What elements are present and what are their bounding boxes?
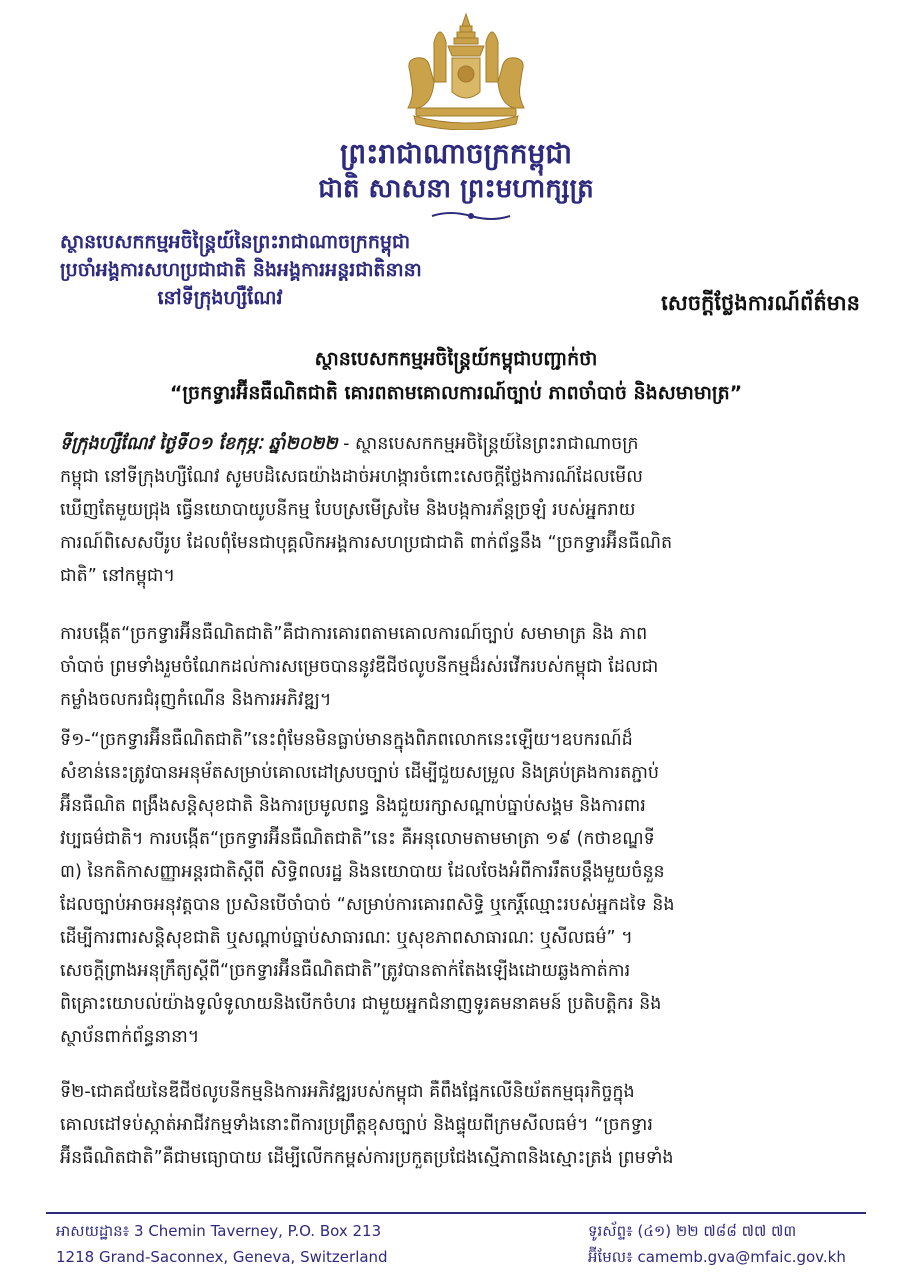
mission-name xyxy=(60,228,422,312)
royal-coat-of-arms-icon xyxy=(396,12,536,130)
paragraph-text: - ស្ថានបេសកកម្មអចិន្ត្រៃយ៍នៃព្រះរាជាណាចក្រ xyxy=(337,434,639,454)
paragraph-line: ដើម្បីការពារសន្តិសុខជាតិ ឬសណ្តាប់ធ្នាប់សាធារណៈ ឬសុខភាពសាធារណៈ ឬសីលធម៌” ។ xyxy=(60,928,633,948)
phone-number: ទូរស័ព្ទ៖ (៤១) ២២ ៧៨៨ ៧៧ ៧៣ xyxy=(588,1222,797,1240)
footer-divider xyxy=(46,1212,866,1214)
paragraph-line: ទី២-ជោគជ័យនៃឌីជីថលូបនីកម្មនិងការអភិវឌ្ឍរបស់កម្ពុជា គឺពឹងផ្អែកលើនិយ័តកម្មធុរកិច្ចក្នុង xyxy=(60,1082,635,1102)
dateline: ទីក្រុងហ្សឺណែវ ថ្ងៃទី០១ ខែកុម្ភៈ ឆ្នាំ២០២២ xyxy=(60,434,338,454)
paragraph-line: ៣) នៃកតិកាសញ្ញាអន្តរជាតិស្តីពី សិទ្ធិពលរដ្ឋ និងនយោបាយ ដែលចែងអំពីការរឹតបន្តឹងមួយចំនួន xyxy=(60,862,665,882)
paragraph-2 xyxy=(60,618,860,717)
kingdom-title: ព្រះរាជាណាចក្រកម្ពុជា xyxy=(339,137,572,170)
paragraph-line xyxy=(60,428,860,461)
paragraph-line: ជាតិ” នៅកម្ពុជា។ xyxy=(60,566,176,586)
footer-contact xyxy=(588,1218,846,1270)
paragraph-line: គោលដៅទប់ស្កាត់អាជីវកម្មទាំងនោះពីការប្រព្រឹត្តខុសច្បាប់ និងផ្ទុយពីក្រមសីលធម៌។ “ច្រកទ្វារ xyxy=(60,1115,653,1135)
paragraph-line: ចាំបាច់ ព្រមទាំងរួមចំណែកដល់ការសម្រេចបាននូវឌីជីថលូបនីកម្មដ៏រស់រវើករបស់កម្ពុជា ដែលជា xyxy=(60,657,659,677)
national-motto: ជាតិ សាសនា ព្រះមហាក្សត្រ xyxy=(318,174,594,204)
paragraph-line: សំខាន់នេះត្រូវបានអនុម័តសម្រាប់គោលដៅស្របច្បាប់ ដើម្បីជួយសម្រួល និងគ្រប់គ្រងការតភ្ជាប់ xyxy=(60,763,660,783)
press-release-label: សេចក្តីថ្លែងការណ៍ព័ត៌មាន xyxy=(661,291,860,315)
headline-line: ស្ថានបេសកកម្មអចិន្ត្រៃយ៍កម្ពុជាបញ្ជាក់ថា xyxy=(314,348,598,370)
paragraph-line: អ៊ីនធឺណិតជាតិ”គឺជាមធ្យោបាយ ដើម្បីលើកកម្ពស់ការប្រកួតប្រជែងស្មើភាពនិងស្មោះត្រង់ ព្រមទាំង xyxy=(60,1148,674,1168)
divider-ornament-icon xyxy=(430,208,512,224)
paragraph-line: សេចក្តីព្រាងអនុក្រឹត្យស្តីពី“ច្រកទ្វារអ៊ីនធឺណិតជាតិ”ត្រូវបានតាក់តែងឡើងដោយឆ្លងកាត់ការ xyxy=(60,961,631,981)
paragraph-line: ស្ថាប័នពាក់ព័ន្ធនានា។ xyxy=(60,1027,200,1047)
mission-line: ប្រចាំអង្គការសហប្រជាជាតិ និងអង្គការអន្តរជាតិនានា xyxy=(60,259,422,281)
paragraph-line: ដែលច្បាប់អាចអនុវត្តបាន ប្រសិនបើចាំបាច់ “សម្រាប់ការគោរពសិទ្ធិ ឬកេរ្តិ៍ឈ្មោះរបស់អ្នកដទៃ និង xyxy=(60,895,675,915)
mission-line: នៅទីក្រុងហ្សឺណែវ xyxy=(157,287,283,309)
address-line: អាសយដ្ឋាន៖ 3 Chemin Taverney, P.O. Box 213 xyxy=(56,1222,382,1240)
paragraph-line: ឃើញតែមួយជ្រុង ធ្វើនយោបាយូបនីកម្ម បែបស្រមើស្រមៃ និងបង្កការភ័ន្តច្រឡំ របស់អ្នករាយ xyxy=(60,500,636,520)
paragraph-line: កម្លាំងចលករជំរុញកំណើន និងការអភិវឌ្ឍ។ xyxy=(60,690,332,710)
address-line: 1218 Grand-Saconnex, Geneva, Switzerland xyxy=(56,1248,388,1266)
paragraph-4 xyxy=(60,1076,860,1175)
paragraph-line: វប្បធម៌ជាតិ។ ការបង្កើត“ច្រកទ្វារអ៊ីនធឺណិតជាតិ”នេះ គឺអនុលោមតាមមាត្រា ១៩ (កថាខណ្ឌទី xyxy=(60,829,655,849)
paragraph-line: ការណ៍ពិសេសបីរូប ដែលពុំមែនជាបុគ្គលិកអង្គការសហប្រជាជាតិ ពាក់ព័ន្ធនឹង “ច្រកទ្វារអ៊ីនធឺណិត xyxy=(60,533,673,553)
email-address[interactable]: អ៊ីមែល៖ camemb.gva@mfaic.gov.kh xyxy=(588,1248,846,1266)
headline-quote: “ច្រកទ្វារអ៊ីនធឺណិតជាតិ គោរពតាមគោលការណ៍ច្បាប់ ភាពចាំបាច់ និងសមាមាត្រ” xyxy=(169,382,743,404)
paragraph-line: អ៊ីនធឺណិត ពង្រឹងសន្តិសុខជាតិ និងការប្រមូលពន្ធ និងជួយរក្សាសណ្តាប់ធ្នាប់សង្គម និងការពារ xyxy=(60,796,646,816)
paragraph-line: កម្ពុជា នៅទីក្រុងហ្សឺណែវ សូមបដិសេធយ៉ាងដាច់អហង្ការចំពោះសេចក្តីថ្លែងការណ៍ដែលមើល xyxy=(60,467,643,487)
mission-line: ស្ថានបេសកកម្មអចិន្ត្រៃយ៍នៃព្រះរាជាណាចក្រកម្ពុជា xyxy=(60,231,411,253)
paragraph-line: ការបង្កើត“ច្រកទ្វារអ៊ីនធឺណិតជាតិ”គឺជាការគោរពតាមគោលការណ៍ច្បាប់ សមាមាត្រ និង ភាព xyxy=(60,624,648,644)
paragraph-line: ពិគ្រោះយោបល់យ៉ាងទូលំទូលាយនិងបើកចំហរ ជាមួយអ្នកជំនាញទូរគមនាគមន៍ ប្រតិបត្តិករ និង xyxy=(60,994,662,1014)
paragraph-1 xyxy=(60,428,860,593)
paragraph-line: ទី១-“ច្រកទ្វារអ៊ីនធឺណិតជាតិ”នេះពុំមែនមិនធ្លាប់មានក្នុងពិភពលោកនេះឡើយ។ឧបករណ៍ដ៏ xyxy=(60,730,633,750)
paragraph-3 xyxy=(60,724,860,1054)
footer-address xyxy=(56,1218,388,1270)
